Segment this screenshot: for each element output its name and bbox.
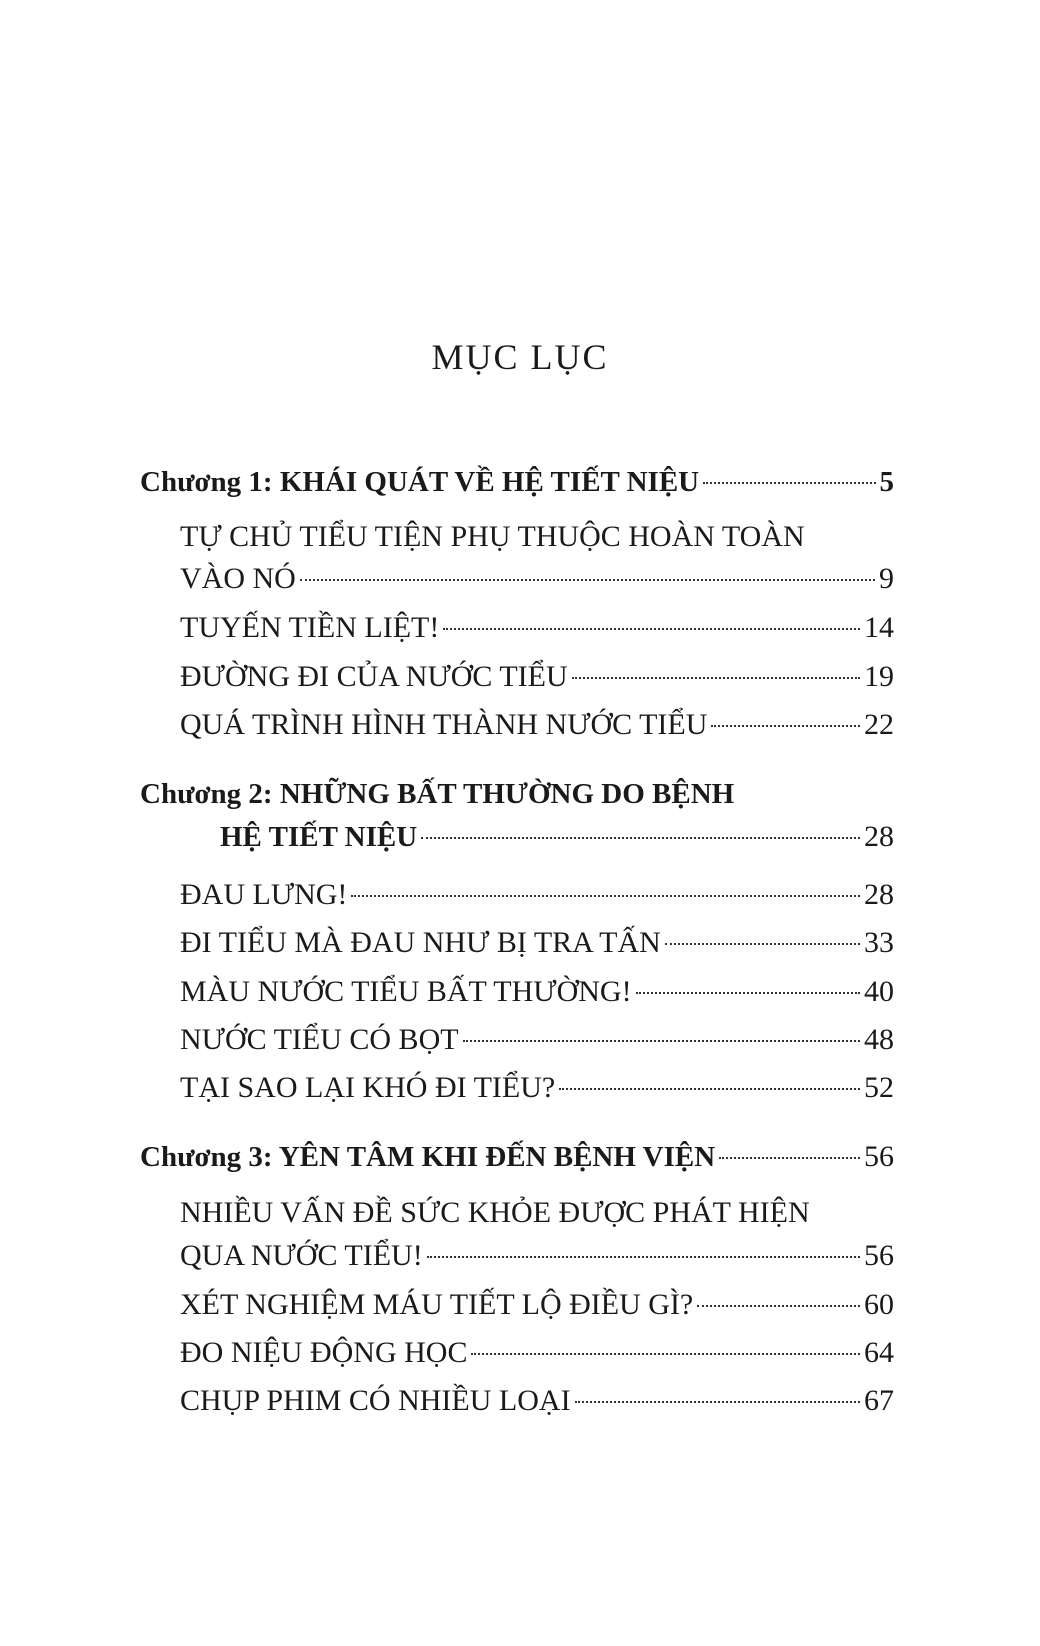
dot-leader (351, 895, 860, 897)
chapter-heading-line: Chương 2: NHỮNG BẤT THƯỜNG DO BỆNH (140, 778, 735, 810)
chapter-heading: HỆ TIẾT NIỆU (220, 821, 418, 853)
page-number: 48 (864, 1023, 894, 1056)
toc-item[interactable] (180, 1020, 894, 1060)
toc-item[interactable] (180, 1285, 894, 1325)
toc-item[interactable] (180, 1236, 894, 1276)
dot-leader (665, 943, 860, 945)
page-number: 40 (864, 975, 894, 1008)
toc-item[interactable] (180, 657, 894, 697)
dot-leader (575, 1401, 860, 1403)
toc-item-label: NƯỚC TIỂU CÓ BỌT (180, 1023, 459, 1056)
dot-leader (300, 579, 875, 581)
toc-item-label: QUÁ TRÌNH HÌNH THÀNH NƯỚC TIỂU (180, 708, 708, 741)
page-number: 56 (864, 1140, 894, 1173)
toc-chapter-3[interactable] (140, 1137, 894, 1177)
toc-chapter-2[interactable] (220, 817, 894, 857)
page-number: 9 (879, 562, 894, 595)
toc-item-line: TỰ CHỦ TIỂU TIỆN PHỤ THUỘC HOÀN TOÀN (180, 520, 805, 553)
chapter-heading: Chương 1: KHÁI QUÁT VỀ HỆ TIẾT NIỆU (140, 466, 700, 498)
toc-item[interactable] (180, 875, 894, 915)
page-number: 56 (864, 1239, 894, 1272)
dot-leader (719, 1157, 860, 1159)
toc-item[interactable] (180, 559, 894, 599)
toc-item-label: ĐAU LƯNG! (180, 878, 348, 911)
page-number: 60 (864, 1288, 894, 1321)
dot-leader (421, 837, 860, 839)
toc-item[interactable] (180, 1381, 894, 1421)
page-number: 28 (864, 820, 894, 853)
dot-leader (443, 628, 860, 630)
dot-leader (463, 1040, 860, 1042)
page-number: 19 (864, 660, 894, 693)
dot-leader (636, 992, 860, 994)
toc-item-label: TUYẾN TIỀN LIỆT! (180, 611, 440, 644)
toc-item-label: ĐƯỜNG ĐI CỦA NƯỚC TIỂU (180, 660, 568, 693)
page-number: 28 (864, 878, 894, 911)
toc-item-label: QUA NƯỚC TIỂU! (180, 1239, 423, 1272)
dot-leader (572, 677, 860, 679)
toc-item-label: MÀU NƯỚC TIỂU BẤT THƯỜNG! (180, 975, 632, 1008)
toc-item[interactable] (180, 1068, 894, 1108)
dot-leader (711, 725, 860, 727)
toc-item-label: ĐO NIỆU ĐỘNG HỌC (180, 1336, 468, 1369)
dot-leader (703, 482, 875, 484)
page-number: 33 (864, 926, 894, 959)
dot-leader (427, 1256, 860, 1258)
dot-leader (559, 1088, 860, 1090)
dot-leader (471, 1353, 860, 1355)
toc-item-label: ĐI TIỂU MÀ ĐAU NHƯ BỊ TRA TẤN (180, 926, 661, 959)
page-number: 64 (864, 1336, 894, 1369)
page-number: 52 (864, 1071, 894, 1104)
page-number: 5 (879, 466, 894, 498)
page-number: 67 (864, 1384, 894, 1417)
chapter-heading: Chương 3: YÊN TÂM KHI ĐẾN BỆNH VIỆN (140, 1141, 716, 1173)
page-title: MỤC LỤC (431, 337, 609, 377)
toc-item[interactable] (180, 1333, 894, 1373)
page-number: 22 (864, 708, 894, 741)
dot-leader (697, 1305, 860, 1307)
toc-item-label: VÀO NÓ (180, 562, 296, 595)
toc-item[interactable] (180, 705, 894, 745)
toc-item-label: XÉT NGHIỆM MÁU TIẾT LỘ ĐIỀU GÌ? (180, 1288, 694, 1321)
toc-item[interactable] (180, 972, 894, 1012)
toc-item[interactable] (180, 608, 894, 648)
toc-chapter-1[interactable] (140, 462, 894, 502)
toc-item[interactable] (180, 923, 894, 963)
toc-item-label: CHỤP PHIM CÓ NHIỀU LOẠI (180, 1384, 571, 1417)
page-number: 14 (864, 611, 894, 644)
toc-item-line: NHIỀU VẤN ĐỀ SỨC KHỎE ĐƯỢC PHÁT HIỆN (180, 1196, 810, 1229)
toc-item-label: TẠI SAO LẠI KHÓ ĐI TIỂU? (180, 1071, 556, 1104)
